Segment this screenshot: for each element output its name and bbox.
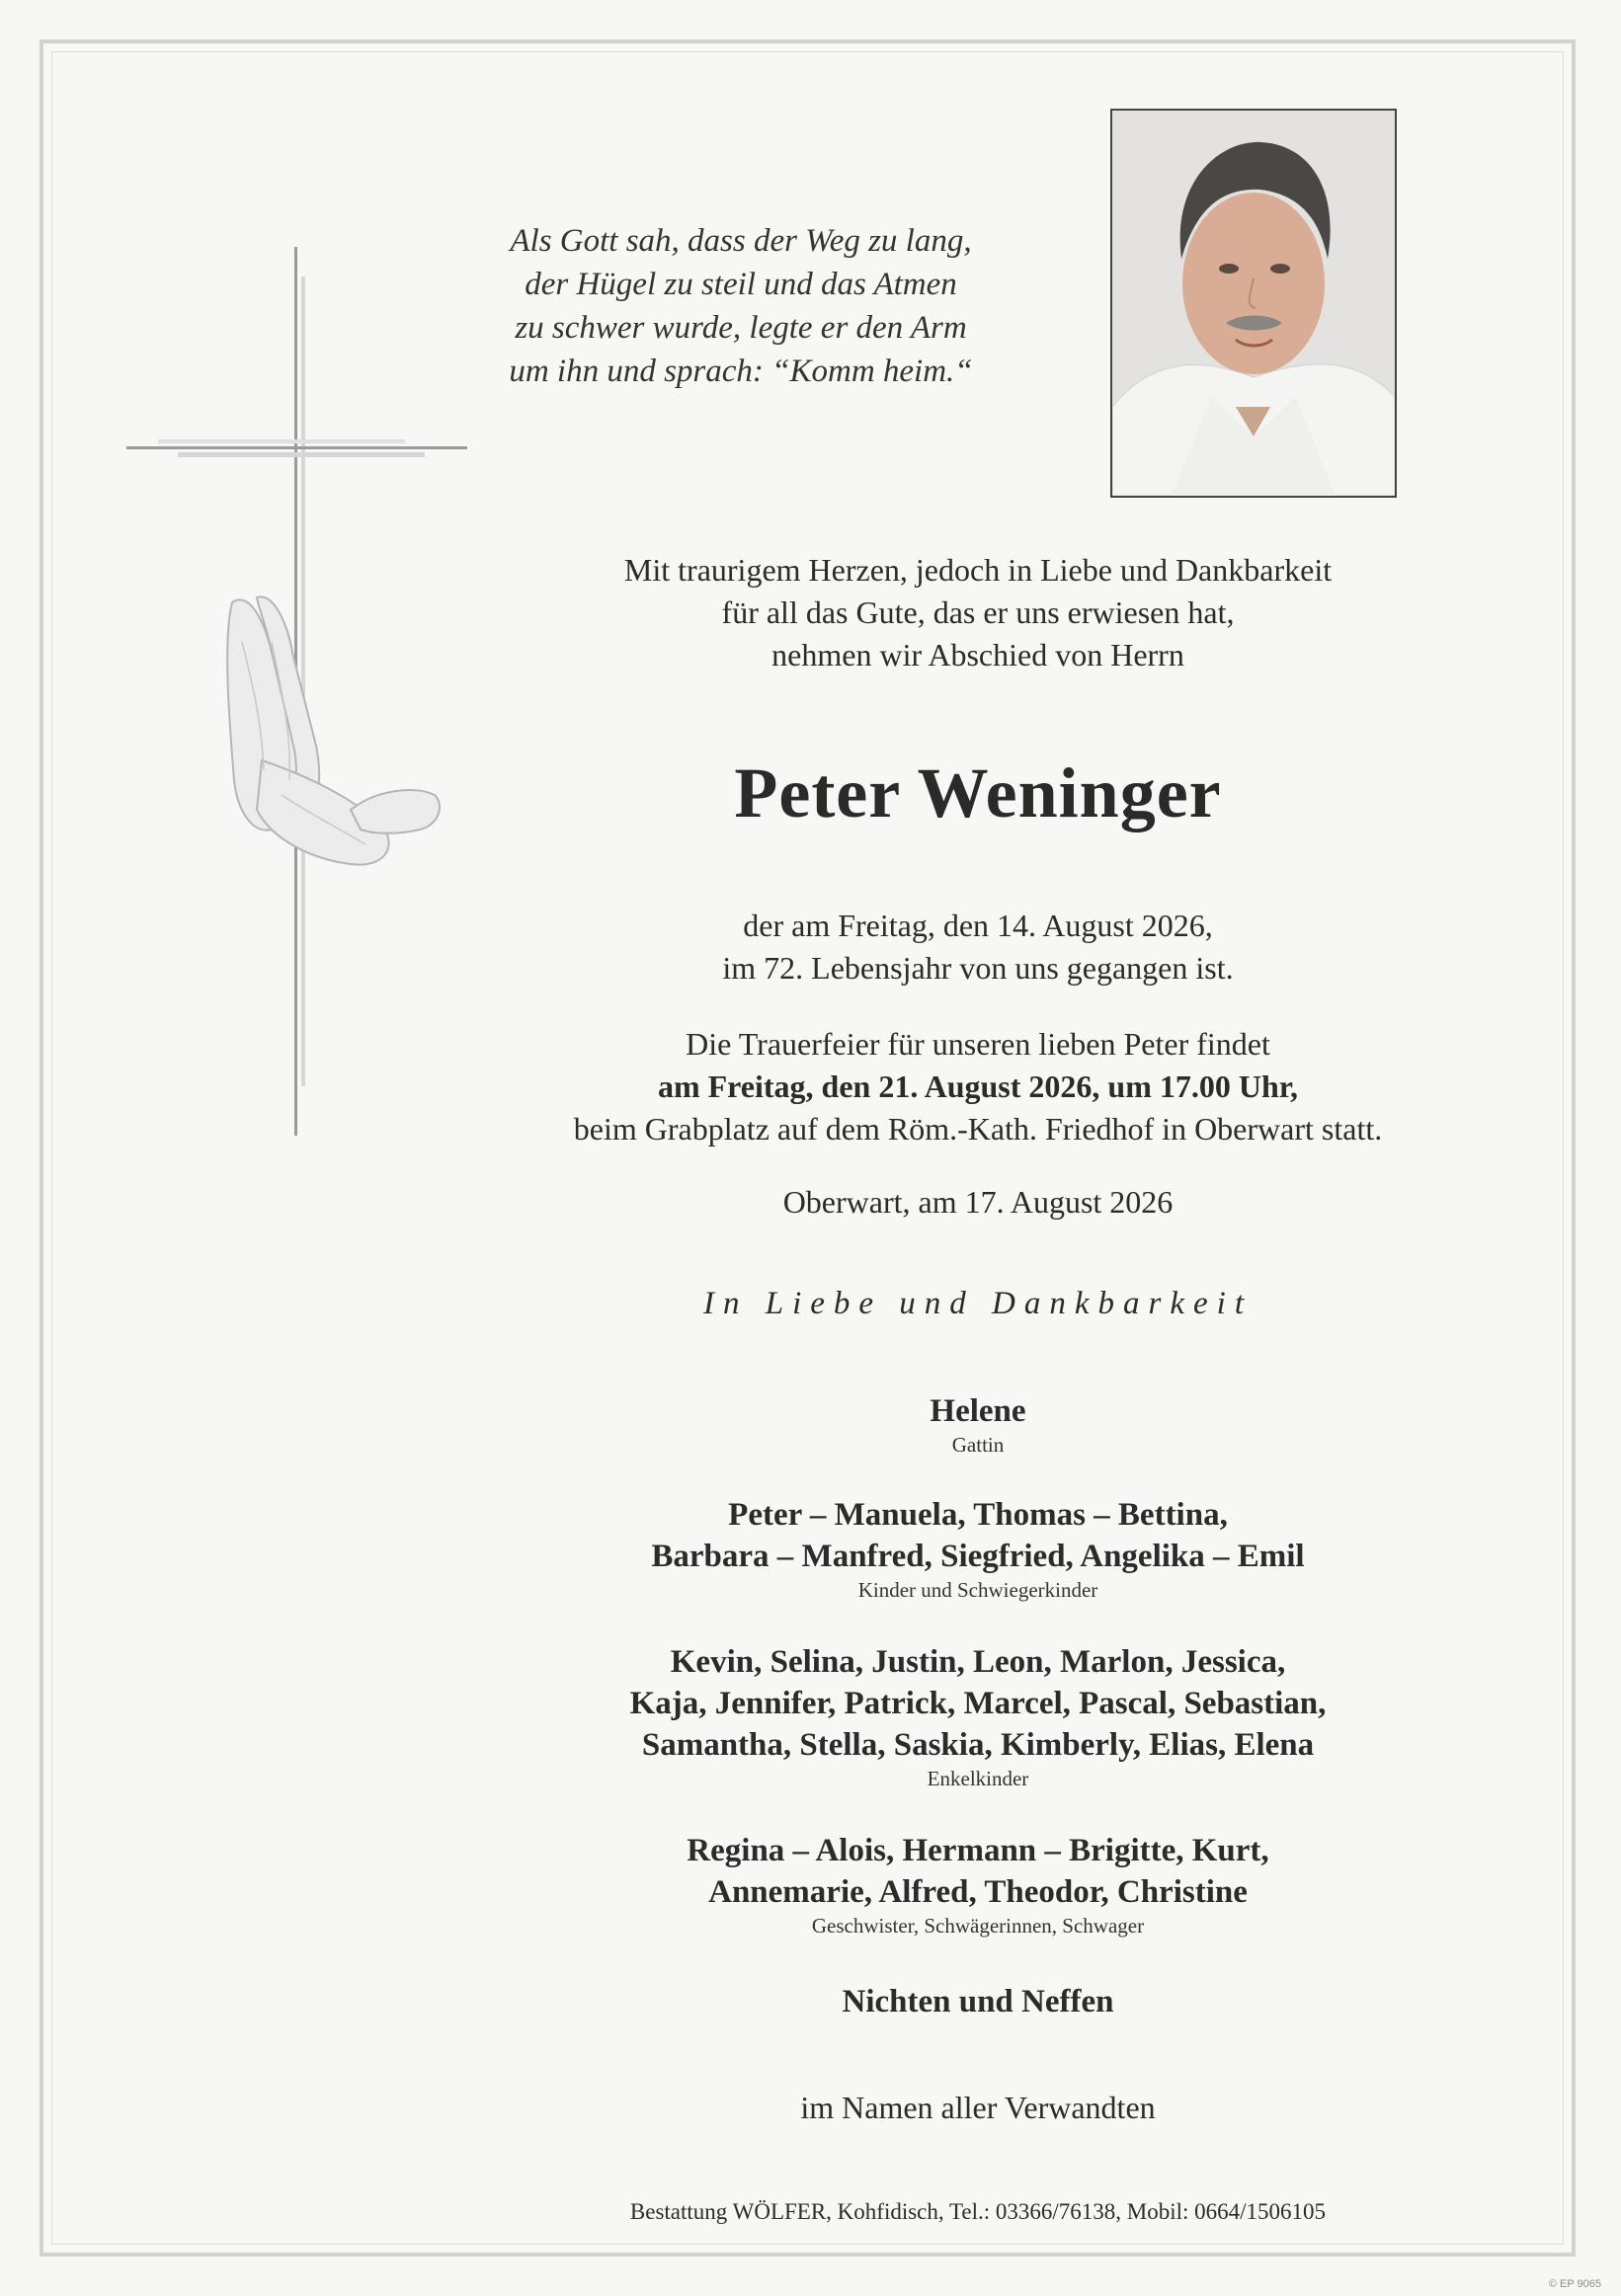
place-date: Oberwart, am 17. August 2026 <box>782 1184 1174 1220</box>
intro-text <box>425 549 1531 676</box>
family-names: Regina – Alois, Hermann – Brigitte, Kurt, <box>687 1833 1269 1868</box>
family-names: Annemarie, Alfred, Theodor, Christine <box>708 1874 1248 1910</box>
closing-phrase: In Liebe und Dankbarkeit <box>702 1286 1253 1321</box>
praying-hands-icon <box>203 583 449 879</box>
motto-line: zu schwer wurde, legte er den Arm <box>515 310 967 346</box>
portrait-image <box>1112 111 1395 496</box>
ceremony-location: beim Grabplatz auf dem Röm.-Kath. Friedhof in Oberwart statt. <box>573 1111 1383 1147</box>
motto-line: der Hügel zu steil und das Atmen <box>525 267 957 302</box>
family-group <box>425 1830 1531 1939</box>
motto-quote <box>464 219 1017 393</box>
family-group <box>425 1641 1531 1791</box>
signoff: im Namen aller Verwandten <box>800 2090 1156 2125</box>
family-names: Peter – Manuela, Thomas – Bettina, <box>728 1497 1228 1533</box>
ceremony-date: am Freitag, den 21. August 2026, um 17.00 Uhr, <box>657 1069 1299 1104</box>
ceremony-notice <box>425 1023 1531 1150</box>
intro-line: Mit traurigem Herzen, jedoch in Liebe und Dankbarkeit <box>623 552 1333 588</box>
family-names: Barbara – Manfred, Siegfried, Angelika – Emil <box>651 1539 1305 1574</box>
motto-line: Als Gott sah, dass der Weg zu lang, <box>510 223 972 259</box>
family-group <box>425 1390 1531 1458</box>
death-line: der am Freitag, den 14. August 2026, <box>743 908 1213 943</box>
family-names: Kevin, Selina, Justin, Leon, Marlon, Jessica, <box>670 1644 1286 1680</box>
intro-line: nehmen wir Abschied von Herrn <box>771 637 1184 673</box>
family-group <box>425 1981 1531 2022</box>
product-code: © EP 9065 <box>1548 2278 1601 2290</box>
motto-line: um ihn und sprach: “Komm heim.“ <box>509 354 973 389</box>
family-names: Helene <box>930 1393 1026 1429</box>
death-notice <box>425 905 1531 990</box>
family-names: Nichten und Neffen <box>842 1984 1114 2019</box>
deceased-name: Peter Weninger <box>734 753 1222 832</box>
funeral-home-footer: Bestattung WÖLFER, Kohfidisch, Tel.: 03366/76138, Mobil: 0664/1506105 <box>629 2199 1327 2224</box>
portrait-photo <box>1110 109 1397 498</box>
family-relation: Kinder und Schwiegerkinder <box>857 1578 1098 1602</box>
family-relation: Enkelkinder <box>927 1767 1029 1790</box>
intro-line: für all das Gute, das er uns erwiesen hat, <box>721 594 1235 630</box>
death-line: im 72. Lebensjahr von uns gegangen ist. <box>722 950 1234 986</box>
family-group <box>425 1494 1531 1603</box>
family-names: Kaja, Jennifer, Patrick, Marcel, Pascal, Sebastian, <box>629 1686 1327 1721</box>
ceremony-line: Die Trauerfeier für unseren lieben Peter findet <box>686 1026 1270 1062</box>
family-names: Samantha, Stella, Saskia, Kimberly, Elias, Elena <box>641 1727 1315 1763</box>
family-relation: Gattin <box>951 1433 1005 1457</box>
family-relation: Geschwister, Schwägerinnen, Schwager <box>811 1914 1145 1938</box>
